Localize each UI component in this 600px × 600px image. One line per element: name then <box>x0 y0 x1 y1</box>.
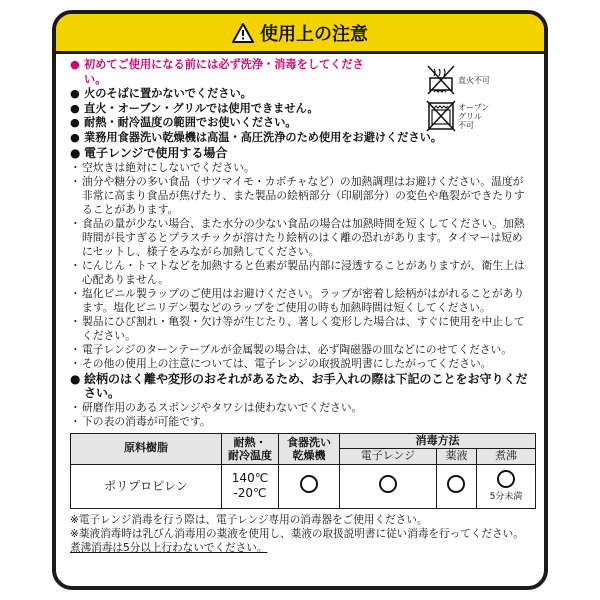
list-item-text: 研磨作用のあるスポンジやタワシは使わないでください。 <box>82 400 363 414</box>
list-item <box>70 401 532 415</box>
list-item <box>70 357 532 371</box>
footnotes <box>70 513 532 555</box>
care-heading <box>70 372 532 401</box>
direct-fire-label: 直火不可 <box>458 75 490 85</box>
bullet-dot: ・ <box>70 314 81 328</box>
main-bullet-text: 直火・オーブン・グリルでは使用できません。 <box>84 101 319 115</box>
no-oven-grill-icon <box>426 100 456 132</box>
temp-low: -20℃ <box>233 486 267 500</box>
ok-circle-icon <box>300 475 318 493</box>
bullet-dot: ・ <box>70 216 81 230</box>
caution-header <box>56 14 544 54</box>
list-item-text: 下の表の消毒が可能です。 <box>82 414 211 428</box>
temp-header-line1: 耐熱・ <box>233 435 267 449</box>
ok-circle-icon <box>447 475 465 493</box>
microwave-heading <box>70 146 532 161</box>
main-bullet-text: 業務用食器洗い乾燥機は高温・高圧洗浄のため使用をお避けください。 <box>84 130 443 144</box>
list-item <box>70 175 532 217</box>
bullet-dot: ・ <box>70 342 81 356</box>
no-direct-fire-icon <box>426 64 456 96</box>
boil-warning: 煮沸消毒は5分以上行わないでください。 <box>70 541 268 554</box>
direct-fire-mark <box>426 64 490 96</box>
list-item <box>70 217 532 259</box>
warning-icon <box>232 23 254 43</box>
boil-cell <box>477 464 536 508</box>
bullet-dot: ・ <box>70 286 81 300</box>
boil-subheader: 煮沸 <box>477 449 536 465</box>
temp-header-line2: 耐冷温度 <box>228 448 272 462</box>
caution-title: 使用上の注意 <box>260 23 368 45</box>
disinfect-header: 消毒方法 <box>340 433 536 449</box>
first-use-text: 初めてご使用になる前には必ず洗浄・消毒をしてください。 <box>84 58 364 86</box>
caution-content <box>56 54 544 555</box>
list-item-text: 電子レンジのターンテーブルが金属製の場合は、必ず陶磁器の皿などにのせてください。 <box>82 342 513 356</box>
microwave-heading-text: 電子レンジで使用する場合 <box>84 146 228 160</box>
main-bullet-text: 火のそばに置かないでください。 <box>84 87 252 100</box>
first-use-notice <box>70 58 370 87</box>
disinfection-table <box>70 433 536 509</box>
list-item-text: 空炊きは絶対にしないでください。 <box>82 160 255 174</box>
bullet-dot: ・ <box>70 356 81 370</box>
dishwasher-header-line2: 乾燥機 <box>292 448 326 462</box>
main-bullet <box>70 131 532 146</box>
microwave-cell <box>340 464 437 508</box>
list-item <box>70 161 532 175</box>
bullet-dot: ● <box>70 116 80 129</box>
ok-circle-icon <box>497 470 515 488</box>
material-header: 原料樹脂 <box>71 433 222 464</box>
bullet-dot: ・ <box>70 174 81 188</box>
list-item <box>70 287 532 315</box>
oven-grill-label <box>458 103 489 130</box>
microwave-subheader: 電子レンジ <box>340 449 437 465</box>
footnote: ※電子レンジ消毒を行う際は、電子レンジ専用の消毒器をご使用ください。 <box>70 513 428 526</box>
dishwasher-cell <box>279 464 340 508</box>
boil-note: 5分未満 <box>489 491 523 502</box>
list-item <box>70 343 532 357</box>
material-cell: ポリプロピレン <box>71 464 222 508</box>
caution-card <box>52 10 548 590</box>
list-item <box>70 315 532 343</box>
temp-header <box>222 433 279 464</box>
chemical-cell <box>436 464 476 508</box>
list-item-text: 食品の量が少ない場合、また水分の少ない食品の場合は加熱時間を短くしてください。加熱時間が長すぎるとプラスチックが溶けたり絵柄のはく離の恐れがあります。タイマーは短めにセットし、様子をみながら加熱してください。 <box>82 216 525 258</box>
bullet-dot: ● <box>70 87 80 100</box>
chemical-subheader: 薬液 <box>436 449 476 465</box>
footnote: ※薬液消毒時は乳びん消毒用の薬液を使用し、薬液の取扱説明書に従い消毒を行ってください。 <box>70 527 524 540</box>
list-item <box>70 415 532 429</box>
not-allowed-label: 不可 <box>458 120 474 130</box>
bullet-dot: ● <box>70 58 80 71</box>
bullet-dot: ・ <box>70 160 81 174</box>
bullet-dot: ・ <box>70 414 81 428</box>
grill-label: グリル <box>458 111 482 121</box>
main-bullet-text: 耐熱・耐冷温度の範囲でお使いください。 <box>84 116 297 129</box>
bullet-dot: ・ <box>70 258 81 272</box>
temp-cell <box>222 464 279 508</box>
dishwasher-header <box>279 433 340 464</box>
list-item <box>70 259 532 287</box>
oven-label: オーブン <box>458 102 490 112</box>
bullet-dot: ● <box>70 371 81 386</box>
ok-circle-icon <box>379 475 397 493</box>
list-item-text: にんじん・トマトなどを加熱すると色素が製品内部に浸透することがありますが、衛生上は心配ありません。 <box>82 258 525 286</box>
list-item-text: 塩化ビニル製ラップのご使用はお避けください。ラップが密着し絵柄がはがれることがあります。塩化ビニリデン製などのラップをご使用の時も加熱時間は短くしてください。 <box>82 286 525 314</box>
bullet-dot: ・ <box>70 400 81 414</box>
list-item-text: 製品にひび割れ・亀裂・欠け等が生じたり、著しく変形した場合は、すぐに使用を中止してください。 <box>82 314 525 342</box>
bullet-dot: ● <box>70 101 80 115</box>
bullet-dot: ● <box>70 130 80 144</box>
care-heading-text: 絵柄のはく離や変形のおそれがあるため、お手入れの際は下記のことをお守りください。 <box>84 371 528 400</box>
dishwasher-header-line1: 食器洗い <box>287 435 331 449</box>
list-item-text: 油分や糖分の多い食品（サツマイモ・カボチャなど）の加熱調理はお避けください。温度が非常に高まり食品が焦げたり、また製品の絵柄部分（印刷部分）の変色や亀裂ができたりすることがあります。 <box>82 174 525 216</box>
list-item-text: その他の使用上の注意については、電子レンジの取扱説明書にしたがってください。 <box>82 356 492 370</box>
bullet-dot: ● <box>70 146 81 160</box>
temp-high: 140℃ <box>231 471 269 485</box>
oven-grill-mark <box>426 100 489 132</box>
